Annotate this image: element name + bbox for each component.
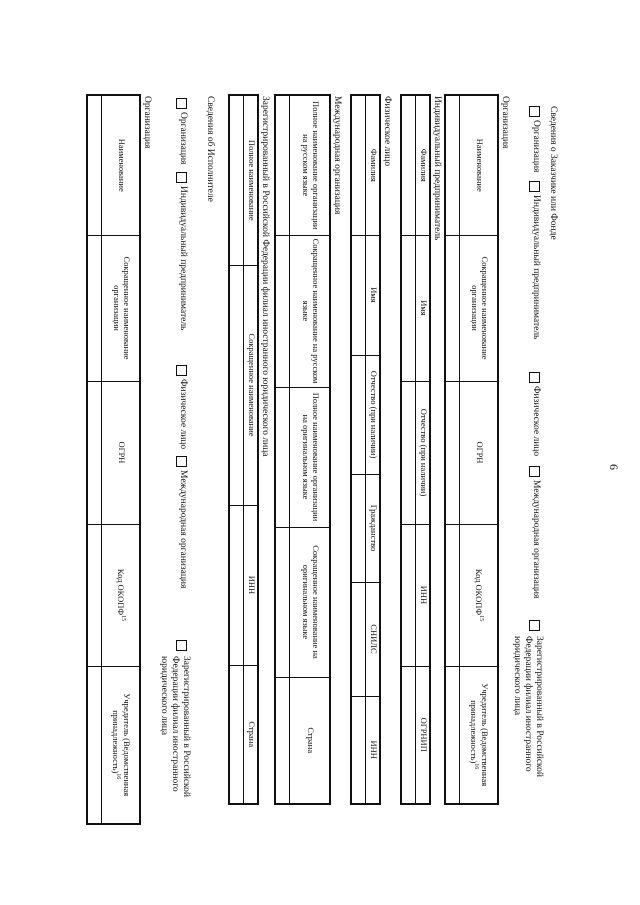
input-cell[interactable] — [352, 95, 367, 235]
input-cell[interactable] — [276, 527, 291, 677]
col-header: ИНН — [244, 505, 258, 665]
customer-option-branch-2: Федерации филиал иностранного — [523, 636, 533, 772]
input-cell[interactable] — [402, 95, 417, 235]
col-header: ИНН — [366, 696, 380, 804]
col-header-text: Код ОКОПФ — [474, 568, 485, 616]
input-cell[interactable] — [230, 95, 245, 265]
input-cell[interactable] — [230, 665, 245, 804]
input-cell[interactable] — [446, 381, 461, 524]
customer-fl-table — [351, 94, 382, 805]
contractor-option-fl: Физическое лицо — [178, 379, 188, 450]
input-cell[interactable] — [88, 524, 103, 666]
input-cell[interactable] — [446, 95, 461, 235]
input-cell[interactable] — [402, 524, 417, 666]
input-cell[interactable] — [276, 387, 291, 527]
input-cell[interactable] — [402, 381, 417, 524]
col-header: Имя — [366, 235, 380, 355]
customer-option-fl: Физическое лицо — [531, 386, 541, 457]
col-header: Наименование — [102, 95, 140, 235]
col-header: Полное наименование организации на оригинальном языке — [290, 387, 330, 527]
page-number: 6 — [607, 464, 621, 470]
input-cell[interactable] — [446, 524, 461, 666]
input-cell[interactable] — [88, 381, 103, 524]
customer-org-checkbox[interactable] — [529, 106, 540, 117]
input-cell[interactable] — [88, 666, 103, 824]
col-header-text: Код ОКОПФ — [116, 568, 127, 616]
customer-mo-label: Международная организация — [332, 96, 342, 215]
col-header: ОГРН — [460, 381, 498, 524]
col-header: Сокращенное наименование организации — [460, 235, 498, 381]
contractor-org-checkbox[interactable] — [176, 98, 187, 109]
contractor-org-table — [87, 94, 142, 825]
customer-mo-table — [275, 94, 332, 805]
contractor-ip-checkbox[interactable] — [176, 172, 187, 183]
input-cell[interactable] — [230, 265, 245, 505]
input-cell[interactable] — [352, 474, 367, 582]
col-header: Наименование — [460, 95, 498, 235]
contractor-option-branch-3: юридического лица — [159, 656, 169, 736]
col-header: ОГРНИП — [416, 666, 430, 804]
customer-branch-table — [229, 94, 260, 805]
contractor-option-branch-1: Зарегистрированный в Российской — [181, 656, 191, 798]
col-header: Сокращенное наименование — [244, 265, 258, 505]
customer-option-ip: Индивидуальный предприниматель — [531, 195, 541, 340]
contractor-fl-checkbox[interactable] — [176, 365, 187, 376]
contractor-option-branch-2: Федерации филиал иностранного — [170, 656, 180, 792]
customer-ip-table — [401, 94, 432, 805]
col-header: Отчество (при наличии) — [366, 355, 380, 474]
input-cell[interactable] — [402, 666, 417, 804]
customer-branch-label: Зарегистрированный в Российской Федерации филиал иностранного юридического лица — [260, 96, 270, 457]
customer-fl-checkbox[interactable] — [529, 372, 540, 383]
customer-ip-checkbox[interactable] — [529, 181, 540, 192]
input-cell[interactable] — [88, 235, 103, 381]
customer-option-branch-1: Зарегистрированный в Российской — [534, 636, 544, 778]
contractor-org-label: Организация — [142, 96, 152, 149]
input-cell[interactable] — [276, 95, 291, 235]
customer-ip-label: Индивидуальный предприниматель — [432, 96, 442, 241]
contractor-option-org: Организация — [178, 112, 188, 165]
col-header — [102, 666, 140, 824]
input-cell[interactable] — [230, 505, 245, 665]
customer-option-mo: Международная организация — [531, 480, 541, 599]
contractor-mo-checkbox[interactable] — [176, 456, 187, 467]
footnote-ref: 15 — [478, 615, 485, 622]
input-cell[interactable] — [352, 235, 367, 355]
footnote-ref: 15 — [120, 615, 127, 622]
col-header: ОГРН — [102, 381, 140, 524]
contractor-option-mo: Международная организация — [178, 470, 188, 589]
col-header-text: Учредитель (Ведомственная принадлежность) — [469, 683, 490, 787]
customer-mo-checkbox[interactable] — [529, 466, 540, 477]
col-header: Сокращенное наименование на оригинальном языке — [290, 527, 330, 677]
col-header: Полное наименование — [244, 95, 258, 265]
input-cell[interactable] — [402, 235, 417, 381]
input-cell[interactable] — [352, 355, 367, 474]
col-header: ИНН — [416, 524, 430, 666]
customer-branch-checkbox[interactable] — [529, 620, 540, 631]
input-cell[interactable] — [276, 235, 291, 387]
input-cell[interactable] — [276, 677, 291, 804]
customer-org-table — [445, 94, 500, 805]
col-header: Имя — [416, 235, 430, 381]
col-header: СНИЛС — [366, 582, 380, 696]
contractor-branch-checkbox[interactable] — [176, 640, 187, 651]
col-header — [460, 524, 498, 666]
col-header: Отчество (при наличии) — [416, 381, 430, 524]
col-header: Фамилия — [366, 95, 380, 235]
contractor-heading: Сведения об Исполнителе — [205, 96, 215, 202]
input-cell[interactable] — [88, 95, 103, 235]
col-header — [460, 666, 498, 804]
col-header-text: Учредитель (Ведомственная принадлежность) — [111, 693, 132, 797]
col-header: Сокращенное наименование на русском языке — [290, 235, 330, 387]
input-cell[interactable] — [446, 666, 461, 804]
input-cell[interactable] — [446, 235, 461, 381]
col-header: Полное наименование организации на русском языке — [290, 95, 330, 235]
customer-option-branch-3: юридического лица — [512, 636, 522, 716]
customer-org-label: Организация — [500, 96, 510, 149]
col-header: Страна — [290, 677, 330, 804]
col-header: Фамилия — [416, 95, 430, 235]
input-cell[interactable] — [352, 696, 367, 804]
contractor-option-ip: Индивидуальный предприниматель — [178, 186, 188, 331]
col-header: Сокращенное наименование организации — [102, 235, 140, 381]
footnote-ref: 16 — [473, 763, 480, 770]
customer-fl-label: Физическое лицо — [382, 96, 392, 167]
col-header: Гражданство — [366, 474, 380, 582]
col-header: Страна — [244, 665, 258, 804]
col-header — [102, 524, 140, 666]
customer-option-org: Организация — [531, 120, 541, 173]
customer-heading: Сведения о Заказчике или Фонде — [548, 106, 558, 240]
input-cell[interactable] — [352, 582, 367, 696]
footnote-ref: 16 — [115, 773, 122, 780]
